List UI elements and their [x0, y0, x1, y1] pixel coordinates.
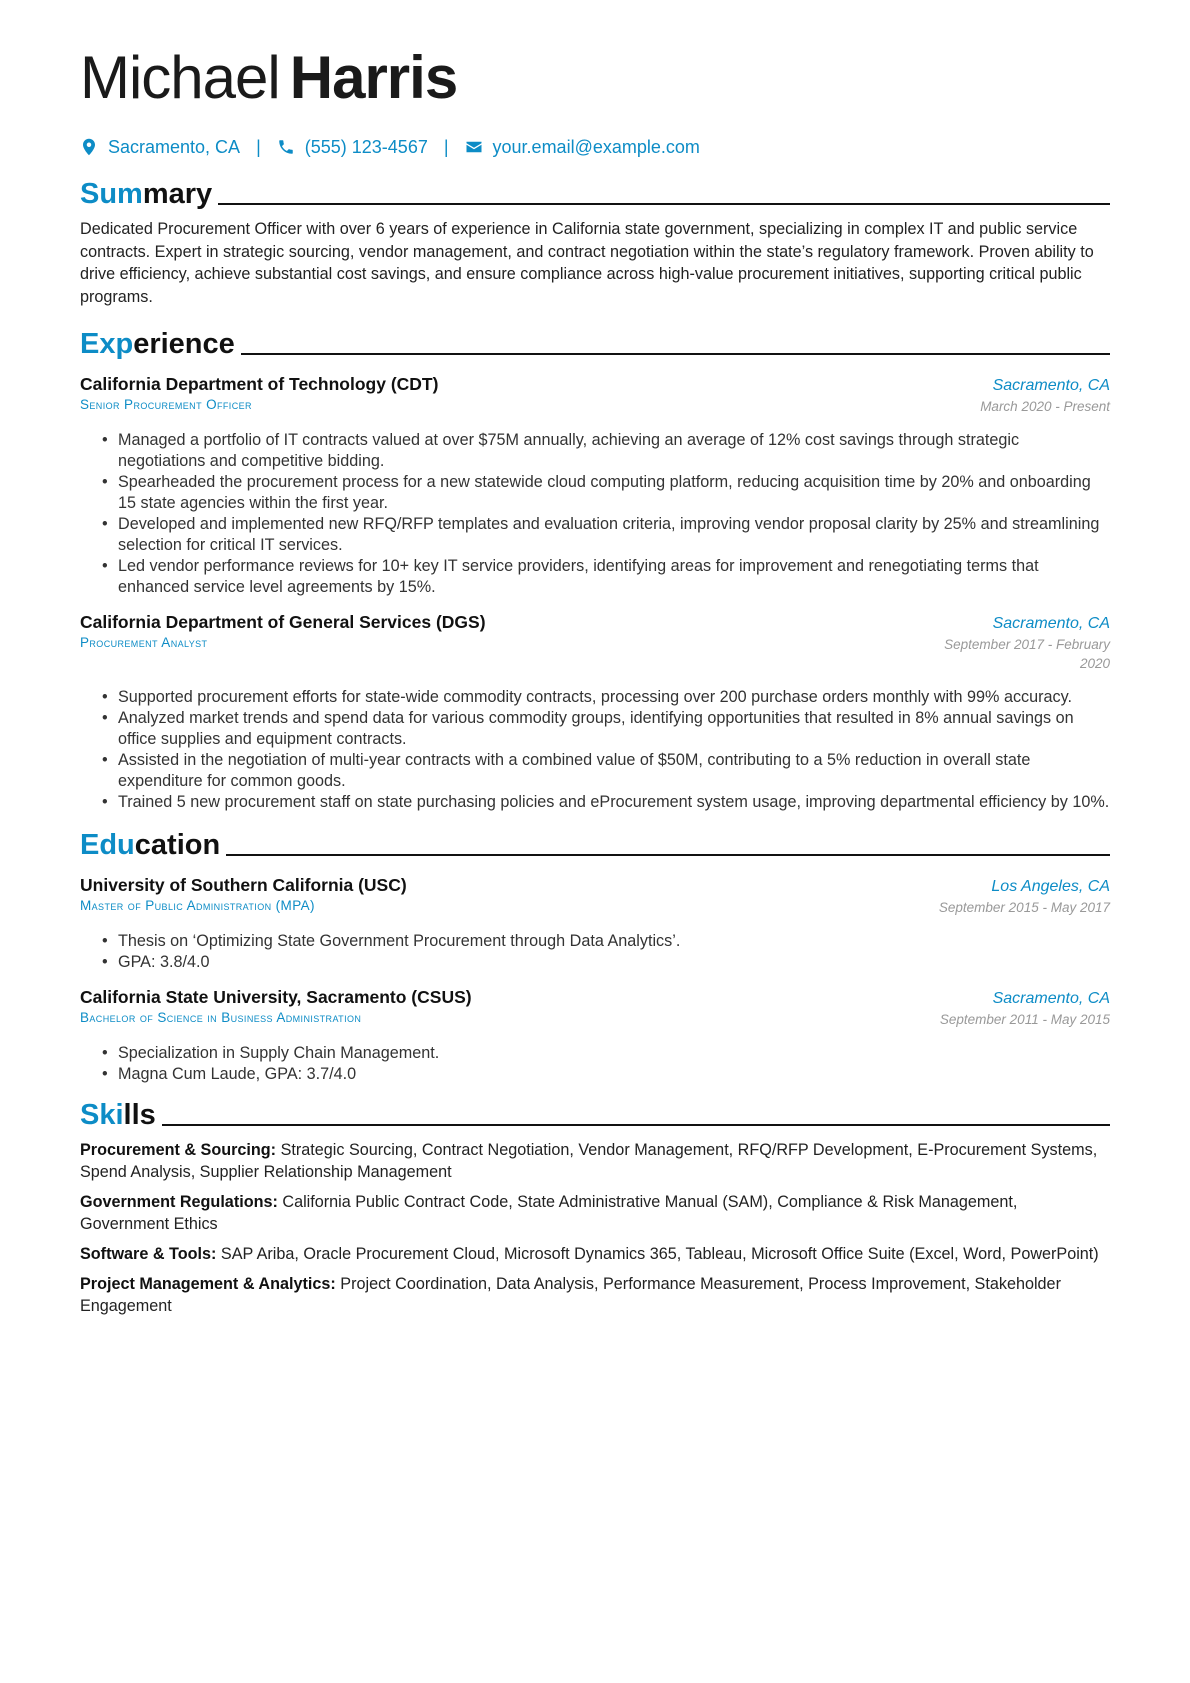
list-item: • Assisted in the negotiation of multi-year contracts with a combined value of $50M, contributing to a 5% reduction in overall state expenditure for common goods.	[102, 750, 1110, 792]
experience-entry	[80, 612, 1110, 813]
skill-group	[80, 1139, 1110, 1183]
skill-group-label: Procurement & Sourcing:	[80, 1141, 277, 1159]
employer-name: California Department of General Services (DGS)	[80, 612, 486, 632]
contact-bar	[80, 134, 1110, 160]
section-rule	[218, 203, 1110, 205]
skill-group	[80, 1243, 1110, 1265]
school-name: University of Southern California (USC)	[80, 875, 407, 895]
contact-phone[interactable]	[277, 137, 428, 158]
degree-title: Master of Public Administration (MPA)	[80, 898, 315, 913]
section-rule	[226, 854, 1110, 856]
education-heading	[80, 823, 1110, 863]
skill-group	[80, 1273, 1110, 1317]
education-entry	[80, 875, 1110, 973]
location-text: Sacramento, CA	[108, 136, 241, 157]
school-name: California State University, Sacramento (CSUS)	[80, 987, 472, 1007]
list-item: • Analyzed market trends and spend data for various commodity groups, identifying opportunities that resulted in 8% annual savings on office supplies and equipment contracts.	[102, 708, 1110, 750]
section-title: Education	[80, 829, 221, 861]
list-item: • Spearheaded the procurement process for a new statewide cloud computing platform, reducing acquisition time by 20% and onboarding 15 state agencies within the first year.	[102, 472, 1110, 514]
employer-location: Sacramento, CA	[992, 615, 1110, 632]
skill-group-label: Project Management & Analytics:	[80, 1275, 336, 1293]
candidate-name	[80, 40, 1110, 116]
email-link: your.email@example.com	[492, 136, 700, 157]
map-pin-icon	[80, 138, 98, 156]
skill-group-values: Project Coordination, Data Analysis, Performance Measurement, Process Improvement, Stakeholder Engagement	[80, 1275, 1061, 1315]
list-item: • GPA: 3.8/4.0	[102, 952, 1110, 973]
list-item: • Managed a portfolio of IT contracts valued at over $75M annually, achieving an average of 12% cost savings through strategic negotiations and competitive bidding.	[102, 430, 1110, 472]
phone-text: (555) 123-4567	[304, 136, 428, 157]
skill-group	[80, 1191, 1110, 1235]
experience-heading	[80, 322, 1110, 362]
list-item: • Supported procurement efforts for state-wide commodity contracts, processing over 200 purchase orders monthly with 99% accuracy.	[102, 687, 1110, 708]
contact-separator: |	[256, 136, 261, 157]
skills-heading	[80, 1093, 1110, 1133]
skill-group-label: Software & Tools:	[80, 1245, 217, 1263]
education-details	[80, 1043, 1110, 1085]
summary-text: Dedicated Procurement Officer with over 6 years of experience in California state government, specializing in complex IT and public service contracts. Expert in strategic sourcing, vendor management, and contract negotiation within the state’s regulatory framework. Proven ability to drive efficiency, achieve substantial cost savings, and ensure compliance across high-value procurement initiatives, supporting critical public programs.	[80, 220, 1094, 306]
section-rule	[162, 1124, 1110, 1126]
contact-location	[80, 137, 240, 158]
employer-location: Sacramento, CA	[992, 377, 1110, 394]
job-title: Procurement Analyst	[80, 635, 208, 650]
skills-list	[80, 1139, 1110, 1317]
education-details	[80, 931, 1110, 973]
school-location: Los Angeles, CA	[991, 878, 1110, 895]
skill-group-label: Government Regulations:	[80, 1193, 278, 1211]
contact-email[interactable]	[465, 137, 700, 158]
phone-icon	[277, 138, 295, 156]
first-name: Michael	[80, 44, 280, 111]
section-title: Summary	[80, 178, 213, 210]
skill-group-values: Strategic Sourcing, Contract Negotiation, Vendor Management, RFQ/RFP Development, E-Procurement Systems, Spend Analysis, Supplier Relationship Management	[80, 1141, 1098, 1181]
degree-dates: September 2015 - May 2017	[938, 900, 1110, 915]
list-item: • Developed and implemented new RFQ/RFP templates and evaluation criteria, improving vendor proposal clarity by 25% and streamlining selection for critical IT services.	[102, 514, 1110, 556]
experience-entry	[80, 374, 1110, 598]
summary-heading	[80, 172, 1110, 212]
employer-name: California Department of Technology (CDT)	[80, 374, 439, 394]
job-dates: September 2017 - February 2020	[944, 637, 1110, 671]
section-rule	[241, 353, 1110, 355]
section-title: Skills	[80, 1099, 156, 1131]
list-item: • Specialization in Supply Chain Management.	[102, 1043, 1110, 1064]
list-item: • Led vendor performance reviews for 10+ key IT service providers, identifying areas for improvement and renegotiating terms that enhanced service level agreements by 15%.	[102, 556, 1110, 598]
envelope-icon	[465, 138, 483, 156]
section-title: Experience	[80, 328, 235, 360]
skill-group-values: California Public Contract Code, State Administrative Manual (SAM), Compliance & Risk Management, Government Ethics	[80, 1193, 1018, 1233]
list-item: • Trained 5 new procurement staff on state purchasing policies and eProcurement system usage, improving departmental efficiency by 10%.	[102, 792, 1110, 813]
job-dates: March 2020 - Present	[980, 399, 1110, 414]
skill-group-values: SAP Ariba, Oracle Procurement Cloud, Microsoft Dynamics 365, Tableau, Microsoft Office Suite (Excel, Word, PowerPoint)	[216, 1245, 1099, 1263]
list-item: • Thesis on ‘Optimizing State Government Procurement through Data Analytics’.	[102, 931, 1110, 952]
degree-dates: September 2011 - May 2015	[939, 1012, 1110, 1027]
last-name: Harris	[289, 44, 458, 111]
degree-title: Bachelor of Science in Business Administration	[80, 1010, 362, 1025]
education-entry	[80, 987, 1110, 1085]
school-location: Sacramento, CA	[992, 990, 1110, 1007]
contact-separator: |	[443, 136, 449, 157]
list-item: • Magna Cum Laude, GPA: 3.7/4.0	[102, 1064, 1110, 1085]
achievement-list	[80, 430, 1110, 598]
job-title: Senior Procurement Officer	[80, 397, 252, 412]
achievement-list	[80, 687, 1110, 813]
